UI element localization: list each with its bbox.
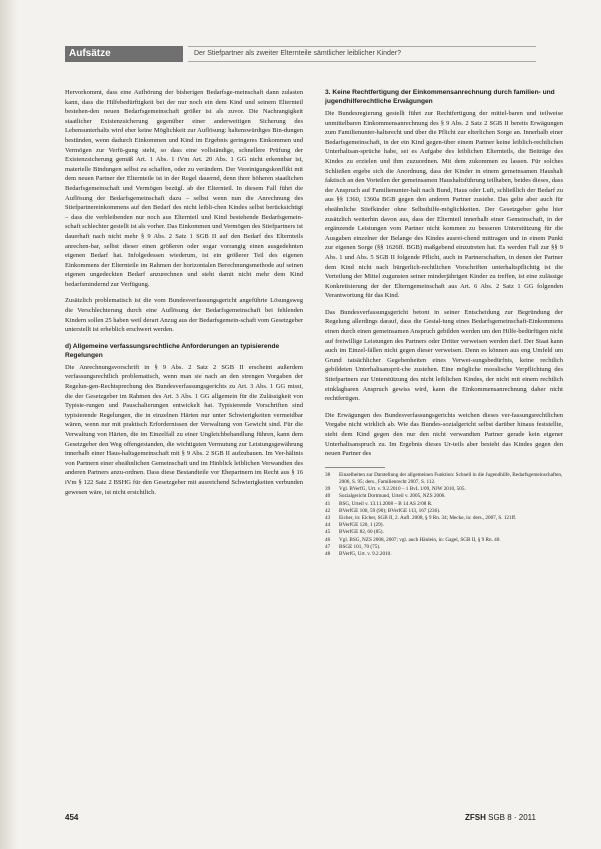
footnote — [325, 551, 563, 558]
footnote — [325, 508, 563, 515]
right-column — [325, 88, 563, 558]
footnote — [325, 493, 563, 500]
body-paragraph: Das Bundesverfassungsgericht betont in seiner Entscheidung zur Begründung der Regelung allerdings darauf, dass die Gestal-tung eines Bedarfsgemeinschaft-Einkommens einen durch einen gemeinsamen Anspruch gebilden werden um den Hilfe-bedürftigen nicht auf freiwillige Leistungen des Partners oder Dritter verweisen werden darf. Der Staat kann auch im Einzel-fällen nicht gegen dieser verweisen. Denn es können aus eng Umfeld um Grund tatsächlicher Gegebenheiten eines Verwei-sungsbedürfnis, keine rechtlich gebildeten Unterhaltsansprü-che zustehen. Eine mögliche moralische Verpflichtung des Stiefpartners zur Unterstützung des nicht leiblichen Kindes, der nicht mit einem rechtlich einklagbaren Anspruch gewiss wird, kann die Einkommensanrechnung daher nicht rechtfertigen. — [325, 308, 563, 403]
page-fold-shadow — [0, 0, 18, 849]
footnote-number: 48 — [325, 551, 331, 558]
footnote-text: Eicher, in: Eicher, SGB II, 2. Aufl. 2008, § 9 Rn. 34; Mecke, in: ders., 2007, S. 121ff. — [339, 515, 517, 521]
footnote-text: BVerfGE 82, 60 (85). — [339, 529, 384, 536]
section-heading-d: d) Allgemeine verfassungsrechtliche Anforderungen an typisierende Regelungen — [65, 342, 280, 359]
body-paragraph: Die Bundesregierung gestellt führt zur Rechtfertigung der mittel-baren und teilweise unmittelbaren Einkommensanrechnung des § 9 Abs. 2 Satz 2 SGB II bereits Erwägungen zum Familienunter-haltsrecht und über die Pflicht zur elterlichen Sorge an. Innerhalb einer Bedarfsgemeinschaft, in der ein Kind gegen-über einem Partner keine leiblich-rechtlichen Unterhaltsan-sprüche habe, sei es Aufgabe des leiblichen Elternteils, die Beiträge des Kindes zu erzielen und ihm zuzuordnen. Mit dem zukommen zu lassen. Für solches Schließen ergebe sich die Anordnung, dass der Kinder in einem gemeinsamen Haushalt faktisch an den Vorteilen der gemeinsamen Haushaltsführung teilhaben, beides dieses, dass der Anspruch auf Familienunter-halt nach Bund, Haus oder Luft, schließlich der Bedarf zu aus §§ 1360, 1360a BGB gegen den anderen Partner zustehe. Das gelte aber auch für eheähnliche Stiefkinder ohne Selbsthilfe-möglichkeiten. Der Gesetzgeber gehe hier zusätzlich weiterhin davon aus, dass der Elternteil innerhalb einer Gemeinschaft, in der ergänzende Leistungen vom Partner nicht kommen zu besseren Unterstützung für die Ausgaben einzelner der Belange des Kindes ausrei-chend mittragen und in einem Punkt zur eigenen Sorge (§§ 1626ff. BGB) maßgebend einzutreten hat. Es werden Fall zur §§ 9 Abs. 1 und Abs. 5 SGB II folgende Pflicht, auch in Partnerschaften, in denen der Partner dem Kind nicht nach bürgerlich-rechtlichen Vorschriften unterhaltspflichtig ist die Verteilung der Mittel zugunsten seiner minderjährigen Kinder zu treffen, ist eine zulässige Konkretisierung der der Elterngemeinschaft aus Art. 6 Abs. 2 Satz 1 GG folgenden Verantwortung für das Kind. — [325, 110, 563, 300]
footnote-number: 42 — [325, 507, 331, 514]
section-label: Aufsätze — [69, 48, 111, 59]
footnote — [325, 486, 563, 493]
footnote-number: 45 — [325, 529, 331, 536]
footnote-number: 41 — [325, 500, 331, 507]
footnote-number: 46 — [325, 536, 331, 543]
footnote-number: 47 — [325, 543, 331, 550]
body-paragraph: Hervorkommt, dass eine Aufhörung der bisherigen Bedarfsge-meinschaft dann zulasten kann, dass die Hilfebedürftigkeit bei der nur noch ein dem Kind und seinem Elternteil bestehen-den neuen Bedarfsgemeinschaft größer ist als zuvor. Die Nachrangigkeit staatlicher Existenzsicherung gegenüber einer anderweitigen Sicherung des Lebensunterhalts wird eher keine Möglichkeit zur Auflösung: haltenswürdiges Bin-dungen bestünden, wenn dadurch Einkommen und Kind im Ergebnis geringeres Einkommen und Vermögen zur Verfü-gung steht, so dass eine vollständige, schnellere Prüfung der Existenzsicherung gemäß Art. 1 Abs. 1 iVm Art. 20 Abs. 1 GG nicht erkennbar ist, materielle Bindungen selbst zu schaffen, oder zu verändern. Der Vereinigungskonflikt mit dem neuen Partner der Elternteile ist in der Regel dauernd, denn ihrer höheren staatlichen Bedarfsgemeinschaft und Vermögen bezügl. ab der Elternteil. In diesem Fall führt die Auflösung der Bedarfsgemeinschaft dazu – selbst wenn nun die Anrechnung des Stiefpartnereinkommens auf den Bedarf des nicht leibli-chen Kindes selbst berücksichtigt – dass die verbleibenden nur noch aus Elternteil und Kind bestehende Bedarfsgemein-schaft schlechter gestellt ist als vorher. Das Einkommen und Vermögen des Stiefpartners ist dauerhaft nach nicht mehr § 9 Abs. 2 Satz 1 SGB II auf den Bedarf des Elternteils anrechen-bar, selbst dieser einen größeren oder sogar vorrangig einen ausgedehnten eigenen Bedarf hat. Infolgedessen wiederum, ist ein größerer Teil des eigenen Einkommens der Elternteile im Rahmen der horizontalen Berechnungsmethode auf seinen eigenen ungedeckten Bedarf anzurechnen und steht damit nicht mehr dem Kind bedarfsmindernd zur Verfügung. — [65, 89, 303, 288]
page-number: 454 — [65, 813, 79, 822]
page-footer — [65, 813, 536, 827]
footnote-text: Sozialgericht Dortmund, Urteil v. 2005, NZS 2006. — [339, 493, 446, 500]
journal-label — [465, 813, 536, 822]
footnotes — [325, 472, 563, 558]
footnote — [325, 472, 563, 486]
body-paragraph: Die Anrechnungsvorschrift in § 9 Abs. 2 Satz 2 SGB II erscheint außerdem verfassungsrechtlich problematisch, wenn man sie nach an den strengen Vorgaben der Regelun-gen-Rechtsprechung des Bundesverfassungsgerichts zu Art. 3 Abs. 1 GG misst, die der Gesetzgeber im Rahmen des Art. 3 Abs. 1 GG allgemein für die Zulässigkeit von Typisie-rungen und Pauschalierungen entwickelt hat. Typisierende Vorschriften sind typisierende Regelungen, die in einzelnen Härten nur unter Schwierigkeiten vermeidbar wären, wenn nur mit praktisch Erfordernissen der Verwaltung von Gewicht sind. Für die Verwaltung von Härten, die im Einzelfall zu einer Ungleichbehandlung führen, kann dem Gesetzgeber den Weg offengestanden, die wichtigsten Vermutung zur Leistungsgewährung innerhalb einer Haus-haltsgemeinschaft mit § 9 Abs. 2 SGB II aufzubauen. Im Ver-hältnis von Partnern einer eheähnlichen Gemeinschaft und im Hinblick leiblichen Verwandten des anderen Partners anzu-ordnen. Dass diese Bestandteile vor Ehepartnern im Recht aus § 16 iVm § 122 Satz 2 BSHG für den Gesetzgeber mit ausreichend Schwierigkeiten verbunden gewesen wäre, ist nicht ersichtlich. — [65, 363, 303, 496]
section-tag — [65, 46, 183, 62]
journal-name: ZFSH — [464, 813, 486, 822]
footnote — [325, 537, 563, 544]
body-paragraph: Zusätzlich problematisch ist die vom Bundesverfassungsgericht angeführte Lösungsweg die Verschlechterung durch eine Auflösung der Bedarfsgemeinschaft bei fehlenden Kindern sollen 25 haben weil derart Anzug aus der Bedarfsgemein-schaft vom Gesetzgeber unterstellt ist erheblich erschwert werden. — [65, 297, 303, 334]
body-paragraph: Die Erwägungen des Bundesverfassungsgerichts weichen dieses ver-fassungsrechtlichen Vorgabe nicht wirklich ab. Wie das Bundes-sozialgericht selbst darüber hinaus feststellte, steht dem Kind gegen den nur den nicht verwandten Partner gerade kein eigener Unterhaltsanspruch zu. Im Ergebnis dieses Ur-teils aber besteht das Kindes gegen den neuen Partner des — [325, 411, 563, 458]
running-header — [188, 46, 536, 62]
left-column — [65, 88, 303, 504]
footnote-text: BSGE 101, 70 (75). — [339, 543, 381, 550]
footnote — [325, 544, 563, 551]
footnote-number: 43 — [325, 515, 331, 521]
footnote-text: BSG, Urteil v. 13.11.2008 – B 14 AS 2/08 R. — [339, 500, 433, 507]
footnote-number: 44 — [325, 522, 331, 529]
footnote-text: Vgl. BSG, NZS 2008, 2007; vgl. auch Hänlein, in: Gagel, SGB II, § 9 Rn. 40. — [339, 536, 501, 543]
footnote-number: 40 — [325, 493, 331, 500]
running-title: Der Stiefpartner als zweiter Elternteile sämtlicher leiblicher Kinder? — [194, 50, 401, 57]
footnote-number: 38 — [325, 471, 331, 478]
journal-issue: SGB 8 · 2011 — [488, 813, 536, 822]
footnote-text: BVerfG, Urt. v. 9.2.2010. — [339, 551, 392, 558]
footnote-rule — [325, 467, 385, 468]
section-heading-3: 3. Keine Rechtfertigung der Einkommensanrechnung durch familien- und jugendhilferechtliche Erwägungen — [325, 89, 555, 105]
footnote-text: BVerfGE 120, 1 (29). — [339, 522, 384, 529]
footnote-text: BVerfGE 100, 59 (90); BVerfGE 113, 167 (236). — [339, 507, 441, 514]
footnote-text: Vgl. BVerfG, Urt. v. 9.2.2010 – 1 BvL 1/09, NJW 2010, 505. — [339, 486, 466, 493]
footnote — [325, 501, 563, 508]
footnote-number: 39 — [325, 486, 331, 493]
footnote — [325, 529, 563, 536]
footnote-text: Einzelheiten zur Darstellung der allgemeinen Funktion: Schnell in die Jugendhilfe, Bedarfsgemeinschaften, 2006, S. 95; ders., Familienrecht 2007, S. 112. — [339, 471, 563, 485]
